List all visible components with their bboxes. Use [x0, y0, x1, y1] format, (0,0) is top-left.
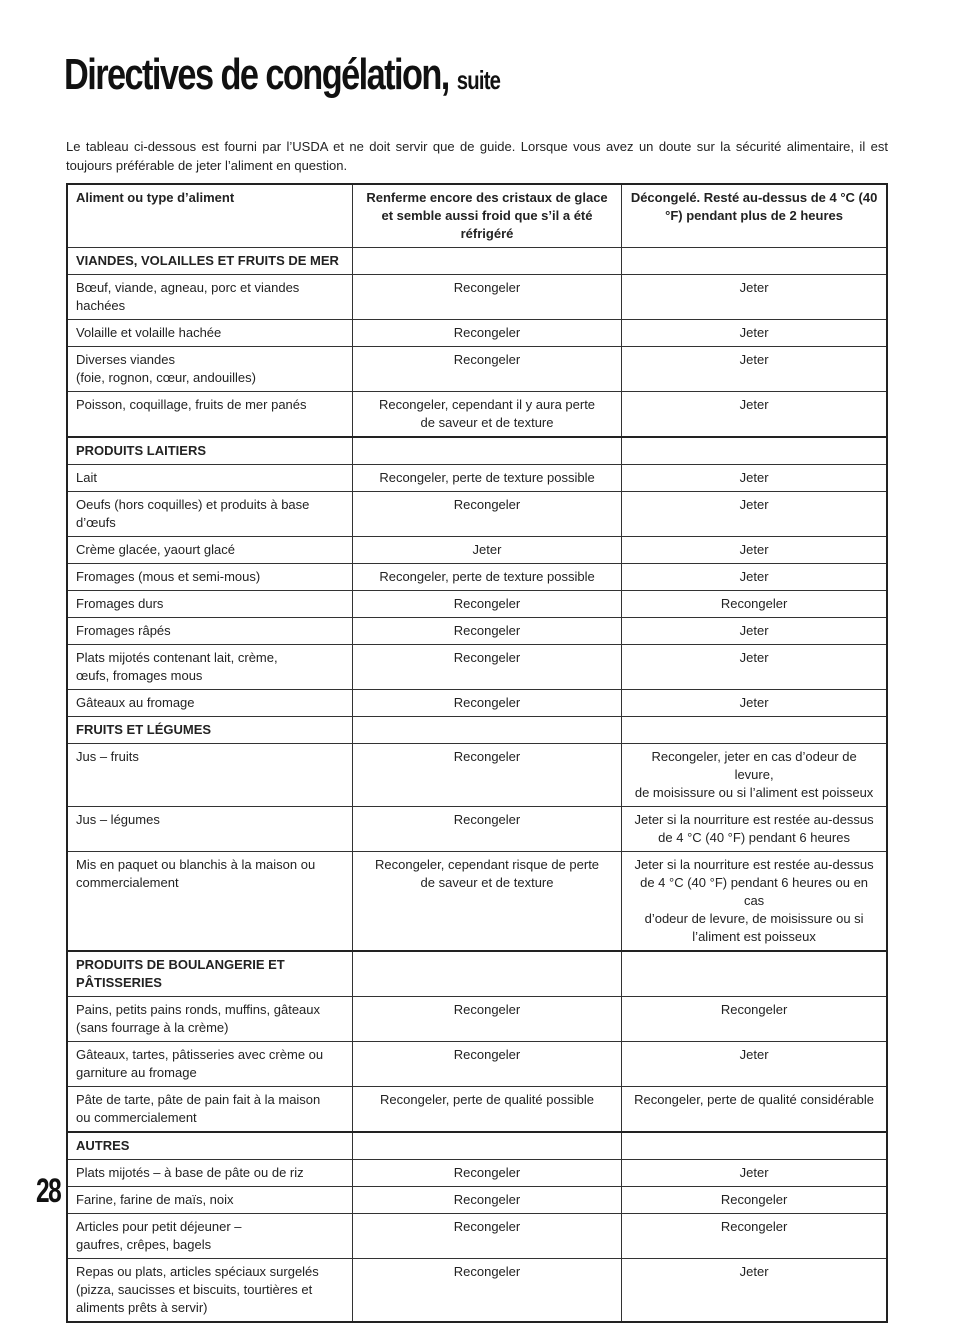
- table-row: [67, 852, 887, 952]
- table-header-row: [67, 184, 887, 248]
- food-type-cell: Lait: [67, 465, 352, 492]
- table-row: [67, 997, 887, 1042]
- empty-cell: [352, 1132, 621, 1160]
- still-frozen-action-cell: Recongeler: [352, 1187, 621, 1214]
- category-label: VIANDES, VOLAILLES ET FRUITS DE MER: [67, 248, 352, 275]
- table-row: [67, 591, 887, 618]
- thawed-action-cell: Jeter si la nourriture est restée au-dessus de 4 °C (40 °F) pendant 6 heures ou en cas d’odeur de levure, de moisissure ou si l’aliment est poisseux: [622, 852, 887, 952]
- table-row: [67, 1042, 887, 1087]
- still-frozen-action-cell: Recongeler: [352, 1160, 621, 1187]
- table-row: [67, 1214, 887, 1259]
- food-type-cell: Fromages râpés: [67, 618, 352, 645]
- thawed-action-cell: Recongeler, perte de qualité considérable: [622, 1087, 887, 1133]
- still-frozen-action-cell: Recongeler: [352, 807, 621, 852]
- still-frozen-action-cell: Recongeler: [352, 997, 621, 1042]
- thawed-action-cell: Recongeler: [622, 1214, 887, 1259]
- thawed-action-cell: Jeter: [622, 645, 887, 690]
- thawed-action-cell: Jeter: [622, 320, 887, 347]
- table-row: [67, 537, 887, 564]
- freezing-guide-table: [66, 183, 888, 1323]
- table-row: [67, 807, 887, 852]
- category-row: [67, 437, 887, 465]
- food-type-cell: Plats mijotés contenant lait, crème, œufs, fromages mous: [67, 645, 352, 690]
- thawed-action-cell: Jeter: [622, 465, 887, 492]
- empty-cell: [622, 951, 887, 997]
- category-row: [67, 248, 887, 275]
- still-frozen-action-cell: Recongeler: [352, 591, 621, 618]
- category-row: [67, 1132, 887, 1160]
- table-row: [67, 690, 887, 717]
- thawed-action-cell: Jeter: [622, 1160, 887, 1187]
- header-food-type: Aliment ou type d’aliment: [67, 184, 352, 248]
- category-row: [67, 717, 887, 744]
- empty-cell: [352, 717, 621, 744]
- thawed-action-cell: Recongeler: [622, 591, 887, 618]
- empty-cell: [352, 951, 621, 997]
- food-type-cell: Farine, farine de maïs, noix: [67, 1187, 352, 1214]
- thawed-action-cell: Jeter: [622, 392, 887, 438]
- food-type-cell: Repas ou plats, articles spéciaux surgelés (pizza, saucisses et biscuits, tourtières et aliments prêts à servir): [67, 1259, 352, 1323]
- table-body: [67, 248, 887, 1323]
- empty-cell: [352, 437, 621, 465]
- header-thawed: Décongelé. Resté au-dessus de 4 °C (40 °F) pendant plus de 2 heures: [622, 184, 887, 248]
- still-frozen-action-cell: Recongeler: [352, 645, 621, 690]
- thawed-action-cell: Jeter: [622, 690, 887, 717]
- table-row: [67, 1259, 887, 1323]
- category-label: PRODUITS LAITIERS: [67, 437, 352, 465]
- still-frozen-action-cell: Recongeler: [352, 347, 621, 392]
- food-type-cell: Poisson, coquillage, fruits de mer panés: [67, 392, 352, 438]
- table-row: [67, 320, 887, 347]
- thawed-action-cell: Jeter: [622, 564, 887, 591]
- still-frozen-action-cell: Recongeler: [352, 618, 621, 645]
- category-row: [67, 951, 887, 997]
- still-frozen-action-cell: Recongeler, cependant il y aura perte de saveur et de texture: [352, 392, 621, 438]
- food-type-cell: Jus – légumes: [67, 807, 352, 852]
- empty-cell: [352, 248, 621, 275]
- still-frozen-action-cell: Recongeler, perte de qualité possible: [352, 1087, 621, 1133]
- category-label: PRODUITS DE BOULANGERIE ET PÂTISSERIES: [67, 951, 352, 997]
- empty-cell: [622, 437, 887, 465]
- thawed-action-cell: Jeter si la nourriture est restée au-dessus de 4 °C (40 °F) pendant 6 heures: [622, 807, 887, 852]
- table-row: [67, 275, 887, 320]
- empty-cell: [622, 248, 887, 275]
- table-row: [67, 618, 887, 645]
- page-title: [64, 50, 500, 100]
- thawed-action-cell: Jeter: [622, 492, 887, 537]
- food-type-cell: Pains, petits pains ronds, muffins, gâteaux (sans fourrage à la crème): [67, 997, 352, 1042]
- thawed-action-cell: Recongeler, jeter en cas d’odeur de levure, de moisissure ou si l’aliment est poisseux: [622, 744, 887, 807]
- food-type-cell: Volaille et volaille hachée: [67, 320, 352, 347]
- still-frozen-action-cell: Recongeler: [352, 320, 621, 347]
- still-frozen-action-cell: Recongeler: [352, 275, 621, 320]
- table-row: [67, 492, 887, 537]
- food-type-cell: Crème glacée, yaourt glacé: [67, 537, 352, 564]
- food-type-cell: Mis en paquet ou blanchis à la maison ou commercialement: [67, 852, 352, 952]
- empty-cell: [622, 1132, 887, 1160]
- table-row: [67, 465, 887, 492]
- page-number: 28: [36, 1172, 61, 1210]
- intro-paragraph: Le tableau ci-dessous est fourni par l’USDA et ne doit servir que de guide. Lorsque vous avez un doute sur la sécurité alimentaire, il est toujours préférable de jeter l’aliment en question.: [66, 139, 888, 173]
- food-type-cell: Fromages (mous et semi-mous): [67, 564, 352, 591]
- food-type-cell: Oeufs (hors coquilles) et produits à base d’œufs: [67, 492, 352, 537]
- still-frozen-action-cell: Recongeler: [352, 744, 621, 807]
- still-frozen-action-cell: Recongeler: [352, 492, 621, 537]
- thawed-action-cell: Jeter: [622, 1259, 887, 1323]
- still-frozen-action-cell: Recongeler: [352, 1214, 621, 1259]
- food-type-cell: Pâte de tarte, pâte de pain fait à la maison ou commercialement: [67, 1087, 352, 1133]
- table-row: [67, 564, 887, 591]
- thawed-action-cell: Jeter: [622, 1042, 887, 1087]
- page-title-suffix: suite: [456, 65, 501, 95]
- still-frozen-action-cell: Recongeler, perte de texture possible: [352, 564, 621, 591]
- category-label: FRUITS ET LÉGUMES: [67, 717, 352, 744]
- header-still-frozen: Renferme encore des cristaux de glace et semble aussi froid que s’il a été réfrigéré: [352, 184, 621, 248]
- thawed-action-cell: Jeter: [622, 275, 887, 320]
- empty-cell: [622, 717, 887, 744]
- table-row: [67, 347, 887, 392]
- thawed-action-cell: Recongeler: [622, 1187, 887, 1214]
- still-frozen-action-cell: Recongeler: [352, 1259, 621, 1323]
- food-type-cell: Gâteaux au fromage: [67, 690, 352, 717]
- still-frozen-action-cell: Recongeler: [352, 1042, 621, 1087]
- food-type-cell: Articles pour petit déjeuner – gaufres, crêpes, bagels: [67, 1214, 352, 1259]
- table-row: [67, 1160, 887, 1187]
- food-type-cell: Gâteaux, tartes, pâtisseries avec crème ou garniture au fromage: [67, 1042, 352, 1087]
- food-type-cell: Fromages durs: [67, 591, 352, 618]
- category-label: AUTRES: [67, 1132, 352, 1160]
- thawed-action-cell: Recongeler: [622, 997, 887, 1042]
- food-type-cell: Plats mijotés – à base de pâte ou de riz: [67, 1160, 352, 1187]
- table-row: [67, 1087, 887, 1133]
- still-frozen-action-cell: Jeter: [352, 537, 621, 564]
- thawed-action-cell: Jeter: [622, 537, 887, 564]
- thawed-action-cell: Jeter: [622, 347, 887, 392]
- thawed-action-cell: Jeter: [622, 618, 887, 645]
- still-frozen-action-cell: Recongeler, perte de texture possible: [352, 465, 621, 492]
- food-type-cell: Bœuf, viande, agneau, porc et viandes hachées: [67, 275, 352, 320]
- still-frozen-action-cell: Recongeler, cependant risque de perte de saveur et de texture: [352, 852, 621, 952]
- food-type-cell: Jus – fruits: [67, 744, 352, 807]
- page-title-main: Directives de congélation,: [64, 50, 449, 99]
- still-frozen-action-cell: Recongeler: [352, 690, 621, 717]
- table-row: [67, 392, 887, 438]
- table-row: [67, 1187, 887, 1214]
- table-row: [67, 744, 887, 807]
- table-row: [67, 645, 887, 690]
- food-type-cell: Diverses viandes (foie, rognon, cœur, andouilles): [67, 347, 352, 392]
